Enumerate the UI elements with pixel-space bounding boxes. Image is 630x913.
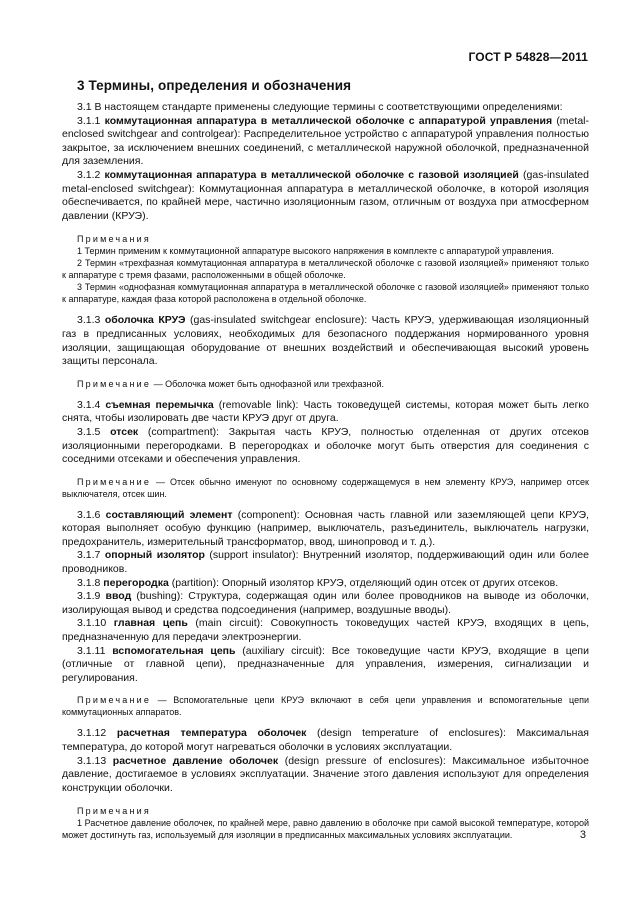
note-3-1-5 [62, 476, 589, 500]
note-text: — Оболочка может быть однофазной или трехфазной. [151, 378, 384, 389]
term-number: 3.1.8 [77, 576, 104, 589]
term-3-1-8 [62, 577, 589, 591]
note-1: 1 Термин применим к коммутационной аппаратуре высокого напряжения в комплекте с аппаратурой управления. [77, 246, 554, 257]
note-label: Примечание [77, 695, 152, 706]
term-definition: (design pressure of enclosures): Максимальное избыточное давление, достигаемое в условиях эксплуатации. Значение этого давления используют для определения конструкции оболочки. [62, 754, 589, 794]
term-number: 3.1.3 [77, 314, 105, 327]
section-title: 3 Термины, определения и обозначения [77, 78, 352, 93]
term-number: 3.1.12 [77, 727, 117, 740]
term-number: 3.1.9 [77, 590, 106, 603]
term-number: 3.1.5 [77, 425, 111, 438]
term-3-1-7 [62, 549, 589, 576]
term-definition: (partition): Опорный изолятор КРУЭ, отделяющий один отсек от других отсеков. [168, 576, 559, 589]
term-definition: (gas-insulated switchgear enclosure): Часть КРУЭ, удерживающая изоляционный газ в предписанных условиях, необходимых для безопасного поддержания нормированного уровня изоляции, защищающая оборудование от внешних воздействий и обеспечивающая высокий уровень защиты персонала. [62, 314, 589, 368]
term-3-1-1 [62, 115, 589, 169]
term-definition: (compartment): Закрытая часть КРУЭ, полностью отделенная от других отсеков изоляционными перегородками. В перегородках и оболочке могут быть отверстия для соединения с соседними отсеками и обеспечения управления. [62, 425, 589, 466]
term-3-1-9 [62, 590, 589, 617]
paragraph-3-1: 3.1 В настоящем стандарте применены следующие термины с соответствующими определениями: [77, 101, 563, 113]
note-2: 2 Термин «трехфазная коммутационная аппаратура в металлической оболочке с газовой изоляцией» применяют только к аппаратуре с тремя фазами, расположенными в общей оболочке. [62, 258, 589, 281]
term-name: перегородка [103, 576, 169, 589]
term-3-1-10 [62, 617, 589, 644]
term-definition: (main circuit): Совокупность токоведущих частей КРУЭ, входящих в цепь, предназначенную для передачи электроэнергии. [62, 617, 589, 644]
notes-heading: Примечания [77, 234, 151, 245]
notes-heading: Примечания [77, 806, 151, 817]
term-name: коммутационная аппаратура в металлической оболочке с аппаратурой управления [104, 114, 553, 127]
term-name: расчетное давление оболочек [112, 754, 279, 767]
term-3-1-2 [62, 169, 589, 223]
term-3-1-6 [62, 509, 589, 550]
term-number: 3.1.13 [77, 754, 113, 767]
term-3-1-5 [62, 426, 589, 467]
term-number: 3.1.2 [77, 168, 105, 181]
term-name: оболочка КРУЭ [104, 314, 186, 327]
note-3-1-3 [62, 378, 589, 390]
term-name: опорный изолятор [104, 549, 205, 562]
term-definition: (metal-enclosed switchgear and controlgear): Распределительное устройство с аппаратурой управления полностью закрытое, за исключением внешних соединений, с металлической наружной оболочкой, предназначенной для заземления. [62, 114, 589, 168]
term-number: 3.1.7 [77, 549, 105, 562]
term-name: составляющий элемент [105, 508, 233, 521]
term-definition: (auxiliary circuit): Все токоведущие части КРУЭ, входящие в цепи (отличные от главной цепи), предназначенные для управления, измерения, сигнализации и регулирования. [62, 644, 589, 684]
note-3: 3 Термин «однофазная коммутационная аппаратура в металлической оболочке с газовой изоляцией» применяют только к аппаратуре, каждая фаза которой расположена в отдельной оболочке. [62, 282, 589, 305]
term-name: отсек [110, 425, 139, 438]
term-definition: (component): Основная часть главной или заземляющей цепи КРУЭ, которая выполняет особую функцию (например, выключатель, разъединитель, выключатель нагрузки, предохранитель, измерительный трансформатор, ввод, шинопровод и т. д.). [62, 508, 589, 548]
term-definition: (support insulator): Внутренний изолятор, поддерживающий один или более проводников. [62, 549, 589, 576]
term-number: 3.1.11 [77, 644, 113, 657]
term-name: вспомогательная цепь [112, 644, 236, 657]
term-name: расчетная температура оболочек [116, 727, 307, 740]
document-body [62, 78, 589, 841]
term-definition: (gas-insulated metal-enclosed switchgear): Коммутационная аппаратура в металлической оболочке, в которой изоляция обеспечивается, по крайней мере, частично изоляционным газом, отличным от воздуха при атмосферном давлении (КРУЭ). [62, 168, 589, 222]
term-name: ввод [105, 590, 132, 603]
note-1: 1 Расчетное давление оболочек, по крайней мере, равно давлению в оболочке при самой высокой температуре, которой может достигнуть газ, используемый для изоляции в предписанных максимальных условиях эксплуатации. [62, 818, 589, 841]
term-name: главная цепь [113, 617, 188, 630]
term-3-1-11 [62, 645, 589, 686]
note-text: — Вспомогательные цепи КРУЭ включают в себя цепи управления и вспомогательные цепи коммутационных аппаратов. [62, 695, 589, 718]
term-definition: (bushing): Структура, содержащая один или более проводников на выводе из оболочки, изолирующая вывод и средства подсоединения (например, воздушные вводы). [62, 590, 589, 616]
term-3-1-4 [62, 399, 589, 426]
term-number: 3.1.4 [77, 398, 106, 411]
note-label: Примечание [77, 476, 152, 487]
term-number: 3.1.10 [77, 617, 114, 630]
page-number: 3 [579, 829, 586, 841]
term-3-1-13 [62, 755, 589, 796]
term-3-1-3 [62, 314, 589, 368]
note-text: — Отсек обычно именуют по основному содержащемуся в нем элементу КРУЭ, например отсек выключателя, отсек шин. [62, 476, 589, 499]
term-name: коммутационная аппаратура в металлической оболочке с газовой изоляцией [104, 168, 519, 181]
note-label: Примечание [77, 378, 152, 389]
note-3-1-11 [62, 694, 589, 718]
term-number: 3.1.1 [77, 114, 105, 127]
term-definition: (design temperature of enclosures): Максимальная температура, до которой могут нагреваться оболочки в условиях эксплуатации. [62, 727, 589, 753]
term-number: 3.1.6 [77, 508, 106, 521]
document-id: ГОСТ Р 54828—2011 [468, 50, 588, 64]
term-name: съемная перемычка [105, 398, 214, 411]
term-3-1-12 [62, 727, 589, 754]
term-definition: (removable link): Часть токоведущей системы, которая может быть легко снята, чтобы изолировать две части КРУЭ друг от друга. [62, 398, 589, 425]
